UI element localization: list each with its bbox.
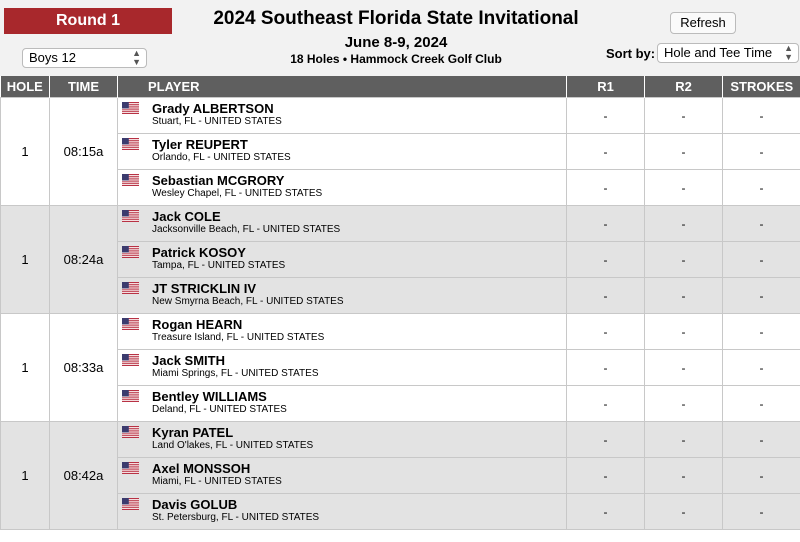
player-location: Land O'lakes, FL - UNITED STATES: [152, 440, 314, 451]
player-name[interactable]: Axel MONSSOH: [152, 461, 251, 476]
us-flag-icon: [122, 426, 139, 438]
round-badge[interactable]: Round 1: [4, 8, 172, 34]
r2-score: -: [645, 98, 723, 134]
player-cell[interactable]: [118, 278, 567, 314]
table-row[interactable]: [1, 422, 800, 458]
table-row[interactable]: [1, 458, 800, 494]
r2-score: -: [645, 278, 723, 314]
us-flag-icon: [122, 174, 139, 186]
r2-score: -: [645, 206, 723, 242]
player-location: Stuart, FL - UNITED STATES: [152, 116, 282, 127]
player-cell[interactable]: [118, 206, 567, 242]
tee-time-cell: 08:42a: [50, 422, 118, 530]
tee-times-table: [0, 76, 800, 530]
sort-label: Sort by:: [606, 46, 656, 61]
r2-score: -: [645, 242, 723, 278]
player-location: Wesley Chapel, FL - UNITED STATES: [152, 188, 323, 199]
player-cell[interactable]: [118, 242, 567, 278]
player-cell[interactable]: [118, 134, 567, 170]
table-row[interactable]: [1, 314, 800, 350]
us-flag-icon: [122, 462, 139, 474]
player-cell[interactable]: [118, 422, 567, 458]
table-row[interactable]: [1, 134, 800, 170]
player-name[interactable]: JT STRICKLIN IV: [152, 281, 257, 296]
hole-cell: 1: [1, 422, 50, 530]
r1-score: -: [567, 350, 645, 386]
tee-time-cell: 08:24a: [50, 206, 118, 314]
us-flag-icon: [122, 246, 139, 258]
r1-score: -: [567, 314, 645, 350]
strokes-total: -: [723, 170, 800, 206]
column-header-player[interactable]: PLAYER: [118, 76, 567, 98]
player-cell[interactable]: [118, 98, 567, 134]
strokes-total: -: [723, 386, 800, 422]
table-row[interactable]: [1, 170, 800, 206]
r1-score: -: [567, 422, 645, 458]
r1-score: -: [567, 278, 645, 314]
table-row[interactable]: [1, 386, 800, 422]
player-location: Treasure Island, FL - UNITED STATES: [152, 332, 325, 343]
select-arrows-icon: ▲ ▼: [784, 43, 793, 62]
player-name[interactable]: Kyran PATEL: [152, 425, 234, 440]
player-cell[interactable]: [118, 350, 567, 386]
us-flag-icon: [122, 318, 139, 330]
r1-score: -: [567, 458, 645, 494]
player-name[interactable]: Tyler REUPERT: [152, 137, 248, 152]
player-location: Jacksonville Beach, FL - UNITED STATES: [152, 224, 341, 235]
player-location: New Smyrna Beach, FL - UNITED STATES: [152, 296, 344, 307]
page-header: [0, 0, 800, 76]
table-row[interactable]: [1, 278, 800, 314]
player-name[interactable]: Grady ALBERTSON: [152, 101, 274, 116]
table-row[interactable]: [1, 206, 800, 242]
player-cell[interactable]: [118, 386, 567, 422]
sort-select-value: Hole and Tee Time: [664, 45, 773, 60]
sort-select[interactable]: [657, 43, 799, 63]
player-location: Deland, FL - UNITED STATES: [152, 404, 287, 415]
column-header-time[interactable]: TIME: [50, 76, 118, 98]
player-cell[interactable]: [118, 170, 567, 206]
tee-time-cell: 08:33a: [50, 314, 118, 422]
us-flag-icon: [122, 102, 139, 114]
us-flag-icon: [122, 282, 139, 294]
table-row[interactable]: [1, 242, 800, 278]
r2-score: -: [645, 134, 723, 170]
strokes-total: -: [723, 242, 800, 278]
r2-score: -: [645, 494, 723, 530]
player-name[interactable]: Jack SMITH: [152, 353, 225, 368]
player-location: Tampa, FL - UNITED STATES: [152, 260, 286, 271]
r1-score: -: [567, 206, 645, 242]
r1-score: -: [567, 386, 645, 422]
r2-score: -: [645, 386, 723, 422]
player-cell[interactable]: [118, 458, 567, 494]
division-select[interactable]: [22, 48, 147, 68]
strokes-total: -: [723, 134, 800, 170]
us-flag-icon: [122, 138, 139, 150]
r2-score: -: [645, 458, 723, 494]
hole-cell: 1: [1, 314, 50, 422]
player-name[interactable]: Sebastian MCGRORY: [152, 173, 285, 188]
table-row[interactable]: [1, 494, 800, 530]
strokes-total: -: [723, 206, 800, 242]
us-flag-icon: [122, 210, 139, 222]
us-flag-icon: [122, 498, 139, 510]
r2-score: -: [645, 170, 723, 206]
player-name[interactable]: Davis GOLUB: [152, 497, 238, 512]
r2-score: -: [645, 314, 723, 350]
hole-cell: 1: [1, 206, 50, 314]
event-course: 18 Holes • Hammock Creek Golf Club: [290, 52, 502, 66]
table-body: [1, 98, 800, 530]
strokes-total: -: [723, 350, 800, 386]
column-header-hole[interactable]: HOLE: [1, 76, 50, 98]
player-name[interactable]: Patrick KOSOY: [152, 245, 246, 260]
r1-score: -: [567, 134, 645, 170]
hole-cell: 1: [1, 98, 50, 206]
player-name[interactable]: Jack COLE: [152, 209, 221, 224]
player-location: St. Petersburg, FL - UNITED STATES: [152, 512, 320, 523]
r1-score: -: [567, 242, 645, 278]
player-location: Miami, FL - UNITED STATES: [152, 476, 282, 487]
player-cell[interactable]: [118, 494, 567, 530]
division-select-value: Boys 12: [29, 50, 76, 65]
player-name[interactable]: Rogan HEARN: [152, 317, 243, 332]
refresh-button[interactable]: Refresh: [670, 12, 736, 34]
column-header-r1[interactable]: R1: [567, 76, 645, 98]
strokes-total: -: [723, 278, 800, 314]
us-flag-icon: [122, 390, 139, 402]
r1-score: -: [567, 170, 645, 206]
table-header-row: [1, 76, 800, 98]
r2-score: -: [645, 350, 723, 386]
player-location: Orlando, FL - UNITED STATES: [152, 152, 291, 163]
player-name[interactable]: Bentley WILLIAMS: [152, 389, 267, 404]
column-header-strokes[interactable]: STROKES: [723, 76, 800, 98]
player-cell[interactable]: [118, 314, 567, 350]
r2-score: -: [645, 422, 723, 458]
player-location: Miami Springs, FL - UNITED STATES: [152, 368, 319, 379]
strokes-total: -: [723, 314, 800, 350]
r1-score: -: [567, 98, 645, 134]
table-row[interactable]: [1, 350, 800, 386]
strokes-total: -: [723, 458, 800, 494]
strokes-total: -: [723, 422, 800, 458]
r1-score: -: [567, 494, 645, 530]
us-flag-icon: [122, 354, 139, 366]
tee-time-cell: 08:15a: [50, 98, 118, 206]
event-dates: June 8-9, 2024: [344, 34, 448, 51]
table-row[interactable]: [1, 98, 800, 134]
select-arrows-icon: ▲ ▼: [132, 48, 141, 67]
event-title: 2024 Southeast Florida State Invitational: [213, 8, 579, 29]
strokes-total: -: [723, 98, 800, 134]
column-header-r2[interactable]: R2: [645, 76, 723, 98]
strokes-total: -: [723, 494, 800, 530]
